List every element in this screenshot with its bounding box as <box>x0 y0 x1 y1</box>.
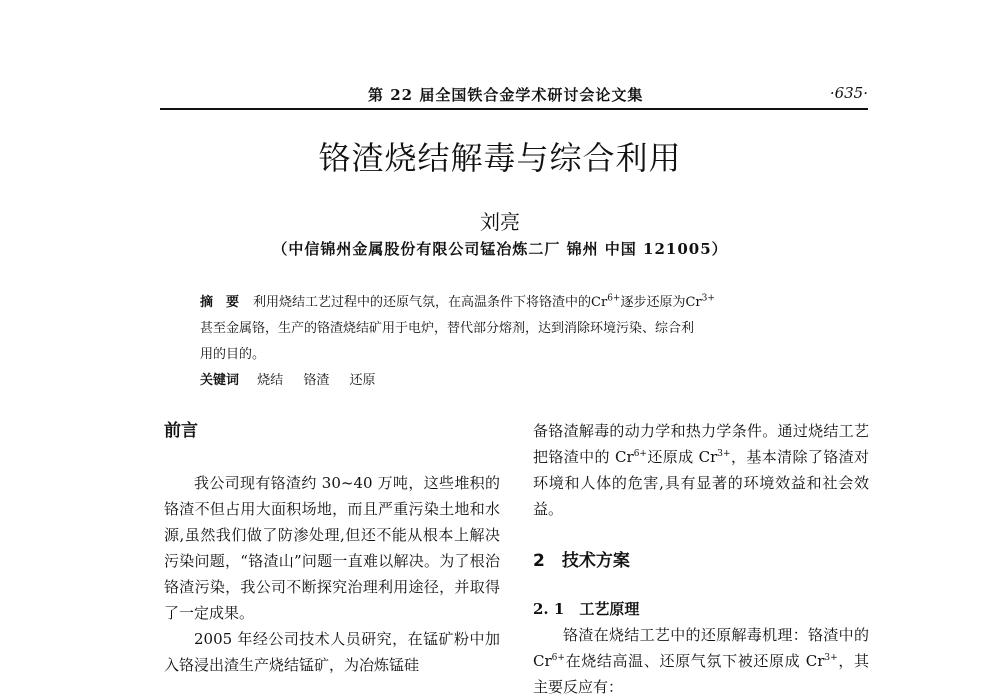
section-heading-2: 2 技术方案 <box>533 551 630 571</box>
text-run: 还原成 Cr <box>646 448 718 466</box>
abstract-label: 摘 要 <box>200 295 240 310</box>
superscript-cr6: 6+ <box>607 293 621 304</box>
paragraph: 2005 年经公司技术人员研究，在锰矿粉中加入铬浸出渣生产烧结锰矿，为冶炼锰硅 <box>164 630 500 674</box>
left-column <box>164 418 500 678</box>
page-number: ·635· <box>829 84 868 102</box>
superscript: 3+ <box>717 449 731 459</box>
abstract-line-1b: 逐步还原为Cr <box>620 295 702 310</box>
paragraph <box>533 418 869 522</box>
abstract-text <box>200 290 790 368</box>
text-run: 在烧结高温、还原气氛下被还原成 Cr <box>564 652 825 670</box>
section-heading-preface: 前言 <box>164 421 198 441</box>
abstract-line-2: 甚至金属铬，生产的铬渣烧结矿用于电炉，替代部分熔剂，达到消除环境污染、综合利 <box>200 321 695 336</box>
abstract-block <box>200 290 790 394</box>
keyword: 烧结 <box>257 373 284 388</box>
journal-title: 第 22 届全国铁合金学术研讨会论文集 <box>368 86 644 104</box>
keywords-label: 关键词 <box>200 373 240 388</box>
superscript: 6+ <box>551 653 565 663</box>
text-run: ，其主要反应有： <box>533 652 869 696</box>
author-affiliation: （中信锦州金属股份有限公司锰冶炼二厂 锦州 中国 121005） <box>272 240 728 258</box>
abstract-line-3: 用的目的。 <box>200 347 266 362</box>
text-run: ，基本清除了铬渣对环境和人体的危害,具有显著的环境效益和社会效益。 <box>533 448 869 518</box>
superscript: 6+ <box>633 449 647 459</box>
right-column <box>533 418 869 700</box>
text-run: 铬渣在烧结工艺中的还原解毒机理：铬渣中的 Cr <box>533 626 869 670</box>
author-name: 刘亮 <box>480 210 520 234</box>
running-header <box>160 84 868 110</box>
keyword: 铬渣 <box>303 373 330 388</box>
superscript: 3+ <box>824 653 838 663</box>
subsection-heading-2-1: 2. 1 工艺原理 <box>533 600 640 618</box>
paper-title: 铬渣烧结解毒与综合利用 <box>318 139 682 177</box>
keywords-line <box>200 368 790 394</box>
paragraph: 我公司现有铬渣约 30~40 万吨，这些堆积的铬渣不但占用大面积场地，而且严重污染土地和水源,虽然我们做了防渗处理,但还不能从根本上解决污染问题，“铬渣山”问题一直难以解决。为了根治铬渣污染，我公司不断探究治理利用途径，并取得了一定成果。 <box>164 474 500 622</box>
abstract-line-1a: 利用烧结工艺过程中的还原气氛，在高温条件下将铬渣中的Cr <box>253 295 608 310</box>
paragraph <box>533 622 869 700</box>
superscript-cr3: 3+ <box>701 293 715 304</box>
text-run: 备铬渣解毒的动力学和热力学条件。通过烧结工艺把铬渣中的 Cr <box>533 422 869 466</box>
keyword: 还原 <box>349 373 376 388</box>
